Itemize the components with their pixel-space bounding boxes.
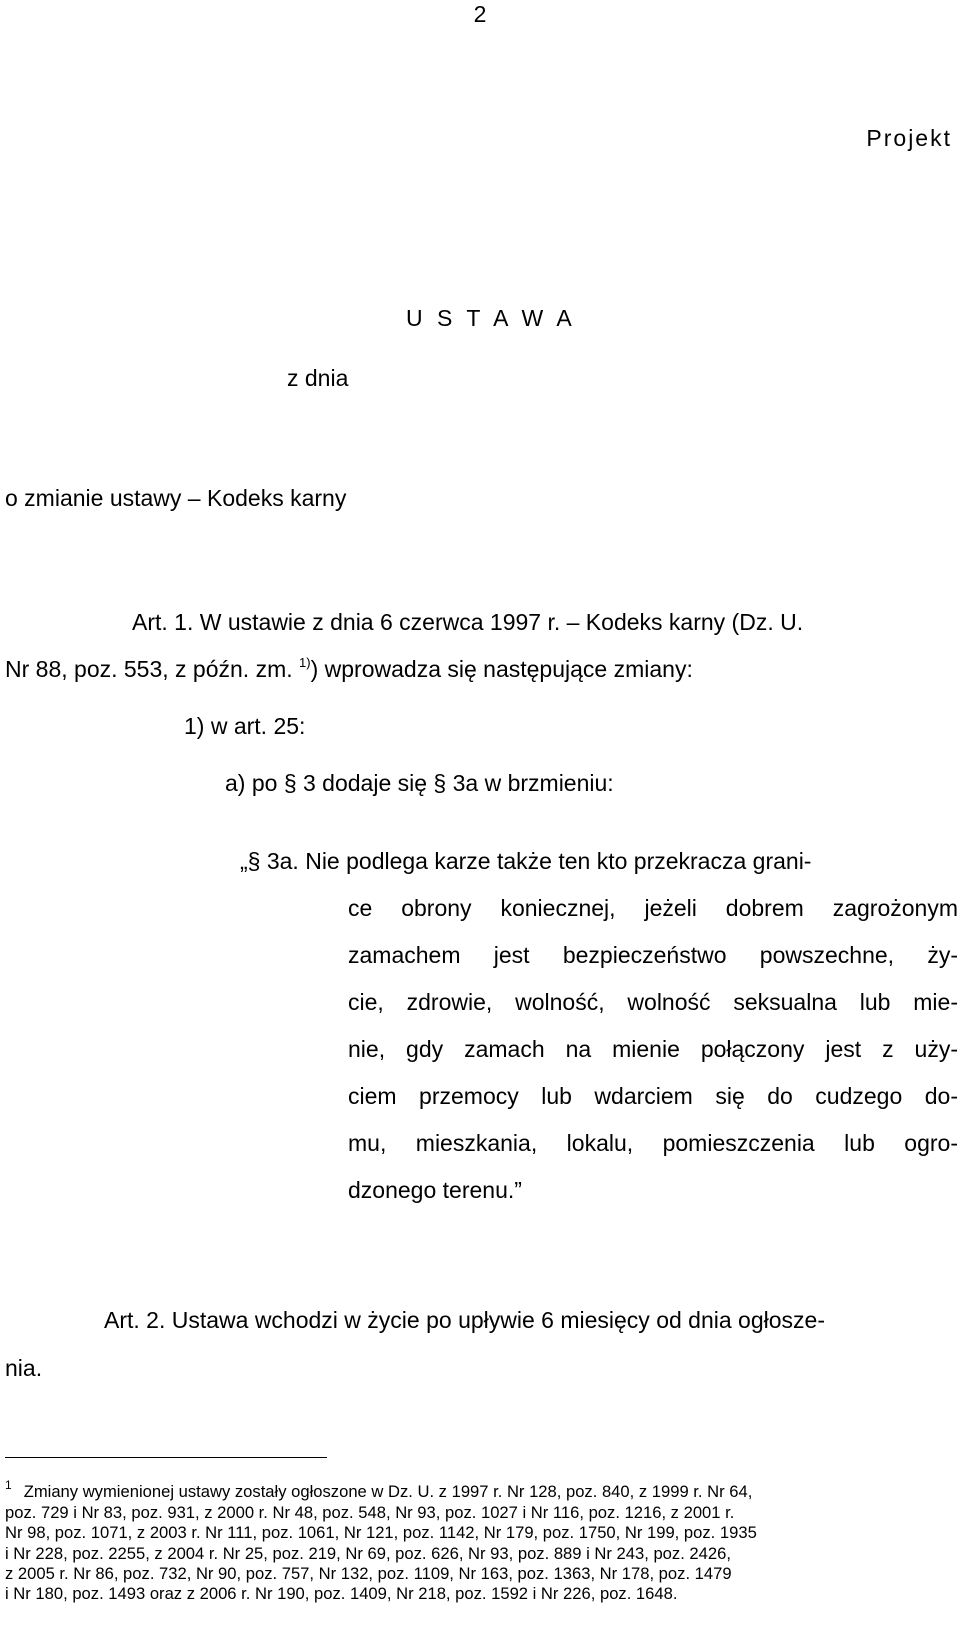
article-2-line-1: Art. 2. Ustawa wchodzi w życie po upływie 6 miesięcy od dnia ogłosze-: [104, 1307, 825, 1333]
footnote: [5, 1478, 960, 1604]
footnote-mark: 1: [5, 1478, 12, 1492]
draft-label: Projekt: [866, 125, 952, 151]
quoted-provision: [240, 838, 958, 1214]
article-1-line-2: [5, 655, 693, 687]
quoted-provision-line: cie, zdrowie, wolność, wolność seksualna lub mie-: [348, 989, 958, 1015]
footnote-line: [5, 1478, 960, 1503]
quoted-provision-line: „§ 3a. Nie podlega karze także ten kto przekracza grani-: [240, 848, 812, 874]
amendment-item-1: 1) w art. 25:: [184, 713, 306, 739]
amendment-item-a: a) po § 3 dodaje się § 3a w brzmieniu:: [225, 770, 614, 796]
quoted-provision-line: dzonego terenu.”: [348, 1177, 522, 1203]
quoted-provision-line: mu, mieszkania, lokalu, pomieszczenia lub ogro-: [348, 1130, 958, 1156]
document-subject: o zmianie ustawy – Kodeks karny: [5, 485, 347, 511]
article-1-line-1: Art. 1. W ustawie z dnia 6 czerwca 1997 r. – Kodeks karny (Dz. U.: [132, 609, 804, 635]
quoted-provision-line: ciem przemocy lub wdarciem się do cudzego do-: [348, 1083, 958, 1109]
footnote-line: i Nr 228, poz. 2255, z 2004 r. Nr 25, poz. 219, Nr 69, poz. 626, Nr 93, poz. 889 i Nr 243, poz. 2426,: [5, 1543, 731, 1563]
footnote-line: Nr 98, poz. 1071, z 2003 r. Nr 111, poz. 1061, Nr 121, poz. 1142, Nr 179, poz. 1750, Nr 199, poz. 1935: [5, 1523, 757, 1543]
quoted-provision-line: ce obrony koniecznej, jeżeli dobrem zagrożonym: [348, 895, 958, 921]
footnote-line: z 2005 r. Nr 86, poz. 732, Nr 90, poz. 757, Nr 132, poz. 1109, Nr 163, poz. 1363, Nr 178, poz. 1479: [5, 1563, 732, 1583]
footnote-separator: [5, 1457, 327, 1458]
footnote-line: i Nr 180, poz. 1493 oraz z 2006 r. Nr 190, poz. 1409, Nr 218, poz. 1592 i Nr 226, poz. 1648.: [5, 1584, 678, 1604]
document-title: U S T A W A: [406, 305, 576, 331]
footnote-line: poz. 729 i Nr 83, poz. 931, z 2000 r. Nr 48, poz. 548, Nr 93, poz. 1027 i Nr 116, poz. 1216, z 2001 r.: [5, 1503, 735, 1523]
footnote-reference: 1): [299, 655, 311, 670]
page-number: 2: [473, 1, 487, 27]
article-1-text: Nr 88, poz. 553, z późn. zm.: [5, 656, 293, 682]
date-line: z dnia: [287, 365, 349, 391]
quoted-provision-line: zamachem jest bezpieczeństwo powszechne, ży-: [348, 942, 958, 968]
article-1-text-continued: ) wprowadza się następujące zmiany:: [310, 656, 693, 682]
article-2-line-2: nia.: [5, 1355, 43, 1381]
quoted-provision-line: nie, gdy zamach na mienie połączony jest z uży-: [348, 1036, 958, 1062]
footnote-line-text: Zmiany wymienionej ustawy zostały ogłoszone w Dz. U. z 1997 r. Nr 128, poz. 840, z 1999 r. Nr 64,: [23, 1482, 753, 1501]
